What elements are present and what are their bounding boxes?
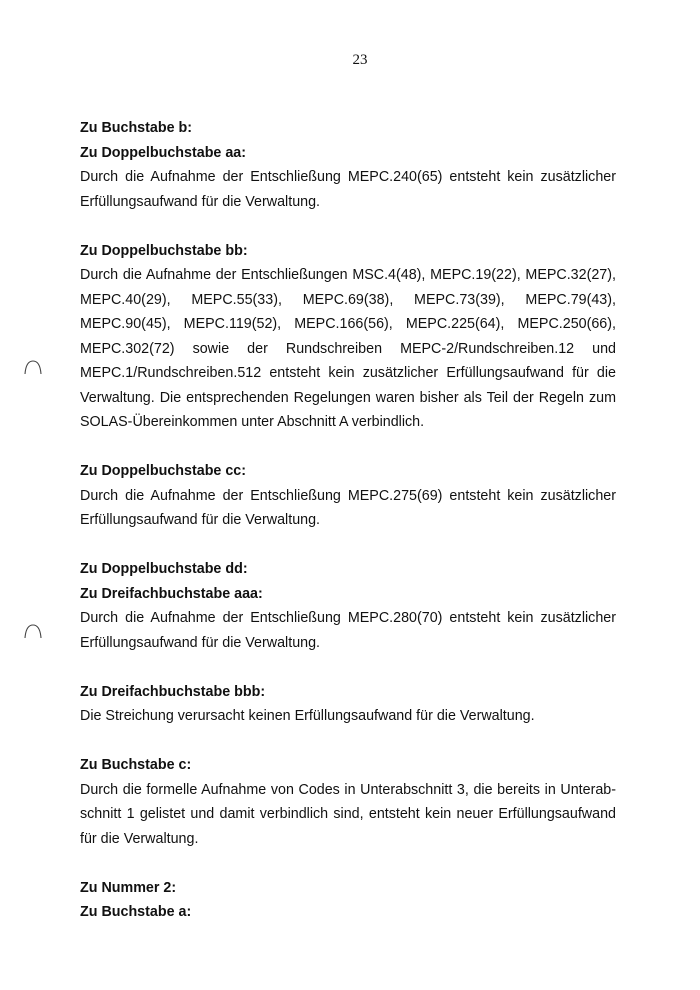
page-number: 23 [352,52,368,68]
section-heading: Zu Nummer 2: [80,879,177,896]
section-subheading: Zu Buchstabe a: [80,904,192,920]
section-paragraph: Durch die Aufnahme der Entschließung MEPC.275(69) entsteht kein zusätzlicher Erfüllungsaufwand für die Verwaltung. [80,487,616,528]
section-heading: Zu Doppelbuchstabe bb: [80,242,248,259]
section-heading: Zu Buchstabe c: [80,757,192,773]
section-paragraph: Durch die Aufnahme der Entschließungen MSC.4(48), MEPC.19(22), MEPC.32(27), MEPC.40(29), MEPC.55(33), MEPC.69(38), MEPC.73(39), MEPC.79(43), MEPC.90(45), MEPC.119(52), MEPC.166(56), MEPC.225(64), MEPC.250(66), MEPC.302(72) sowie der Rundschreiben MEPC-2/Rundschreiben.12 und MEPC.1/Rundschreiben.512 entsteht kein zusätzlicher Erfüllungsaufwand für die Verwaltung. Die entsprechenden Regelungen waren bisher als Teil der Regeln zum SOLAS-Übereinkommen unter Abschnitt A verbindlich. [80,267,616,430]
section-subheading: Zu Dreifachbuchstabe aaa: [80,585,263,602]
section-subheading: Zu Doppelbuchstabe aa: [80,144,247,161]
margin-punch-mark-icon [22,622,44,640]
section-heading: Zu Doppelbuchstabe dd: [80,561,248,577]
section-buchstabe-b [80,116,616,214]
section-paragraph: Durch die formelle Aufnahme von Codes in Unterabschnitt 3, die bereits in Unterab-schnitt 1 gelistet und damit verbindlich sind, entsteht kein neuer Erfüllungsaufwand für die Verwaltung. [80,781,616,847]
margin-punch-mark-icon [22,358,44,376]
section-buchstabe-c [80,753,616,851]
document-body [80,116,616,925]
section-nummer-2 [80,876,616,925]
section-doppelbuchstabe-cc [80,459,616,533]
section-doppelbuchstabe-dd [80,557,616,655]
section-dreifachbuchstabe-bbb [80,680,616,729]
section-paragraph: Die Streichung verursacht keinen Erfüllungsaufwand für die Verwaltung. [80,708,535,724]
section-heading: Zu Buchstabe b: [80,120,192,136]
section-doppelbuchstabe-bb [80,239,616,435]
section-heading: Zu Doppelbuchstabe cc: [80,463,247,479]
section-paragraph: Durch die Aufnahme der Entschließung MEPC.240(65) entsteht kein zusätzlicher Erfüllungsaufwand für die Verwaltung. [80,169,616,210]
section-heading: Zu Dreifachbuchstabe bbb: [80,683,266,700]
section-paragraph: Durch die Aufnahme der Entschließung MEPC.280(70) entsteht kein zusätzlicher Erfüllungsaufwand für die Verwaltung. [80,610,616,651]
